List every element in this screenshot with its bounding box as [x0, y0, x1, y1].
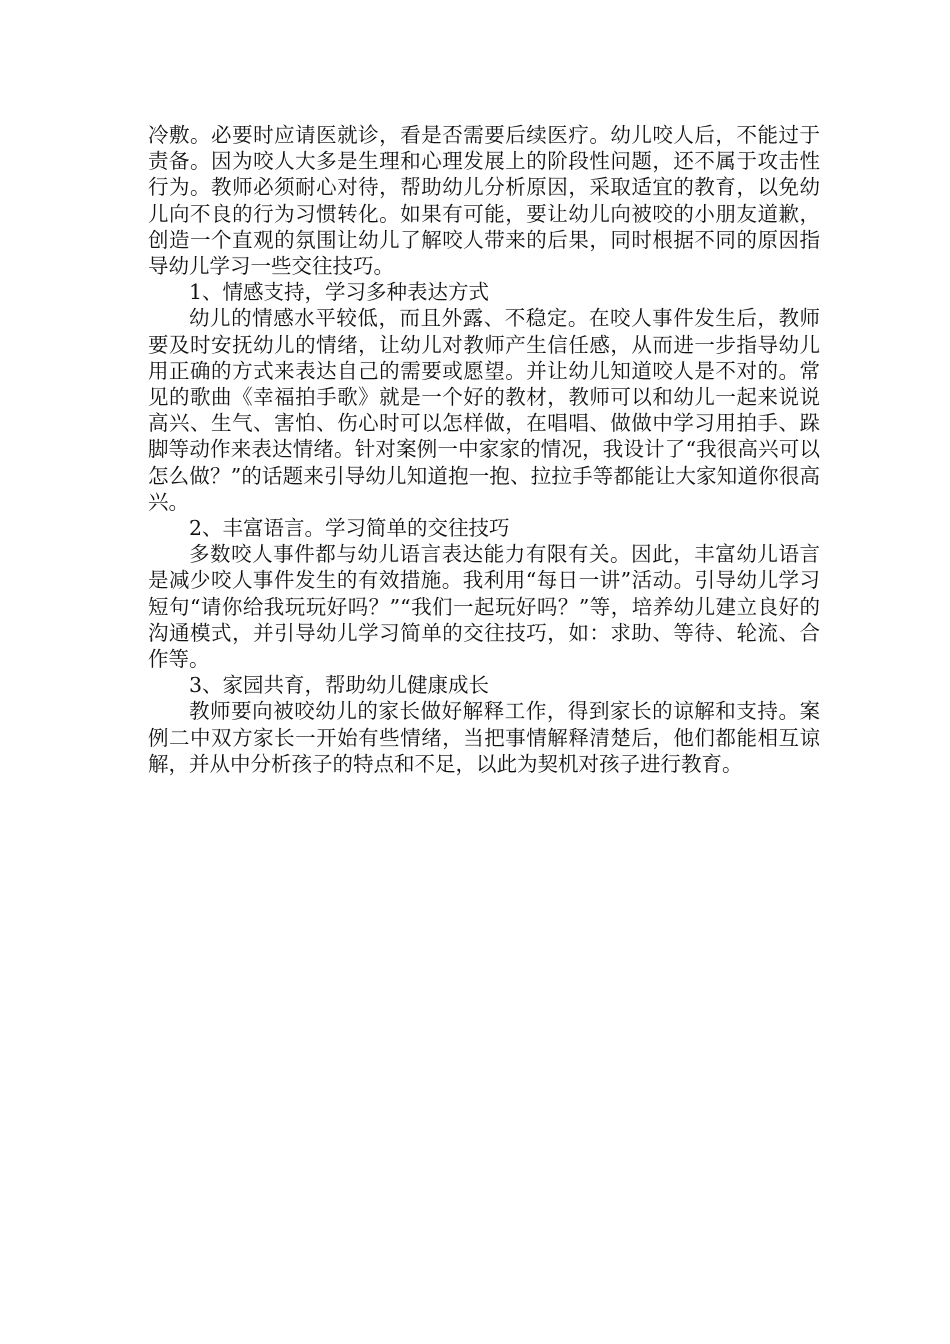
document-page: [148, 122, 820, 777]
section-heading-1: 1、情感支持，学习多种表达方式: [189, 280, 490, 305]
paragraph-continuation: 冷敷。必要时应请医就诊，看是否需要后续医疗。幼儿咬人后，不能过于责备。因为咬人大多是生理和心理发展上的阶段性问题，还不属于攻击性行为。教师必须耐心对待，帮助幼儿分析原因，采取适宜的教育，以免幼儿向不良的行为习惯转化。如果有可能，要让幼儿向被咬的小朋友道歉，创造一个直观的氛围让幼儿了解咬人带来的后果，同时根据不同的原因指导幼儿学习一些交往技巧。: [148, 123, 820, 279]
section-heading-2: 2、丰富语言。学习简单的交往技巧: [189, 516, 510, 541]
paragraph-language: 多数咬人事件都与幼儿语言表达能力有限有关。因此，丰富幼儿语言是减少咬人事件发生的有效措施。我利用“每日一讲”活动。引导幼儿学习短句“请你给我玩玩好吗？”“我们一起玩好吗？”等，培养幼儿建立良好的沟通模式，并引导幼儿学习简单的交往技巧，如：求助、等待、轮流、合作等。: [148, 542, 820, 672]
paragraph-home-school: 教师要向被咬幼儿的家长做好解释工作，得到家长的谅解和支持。案例二中双方家长一开始有些情绪，当把事情解释清楚后，他们都能相互谅解，并从中分析孩子的特点和不足，以此为契机对孩子进行教育。: [148, 699, 820, 776]
paragraph-emotional-support: 幼儿的情感水平较低，而且外露、不稳定。在咬人事件发生后，教师要及时安抚幼儿的情绪，让幼儿对教师产生信任感，从而进一步指导幼儿用正确的方式来表达自己的需要或愿望。并让幼儿知道咬人是不对的。常见的歌曲《幸福拍手歌》就是一个好的教材，教师可以和幼儿一起来说说高兴、生气、害怕、伤心时可以怎样做，在唱唱、做做中学习用拍手、跺脚等动作来表达情绪。针对案例一中家家的情况，我设计了“我很高兴可以怎么做？”的话题来引导幼儿知道抱一抱、拉拉手等都能让大家知道你很高兴。: [148, 306, 820, 514]
section-heading-3: 3、家园共育，帮助幼儿健康成长: [189, 673, 490, 698]
